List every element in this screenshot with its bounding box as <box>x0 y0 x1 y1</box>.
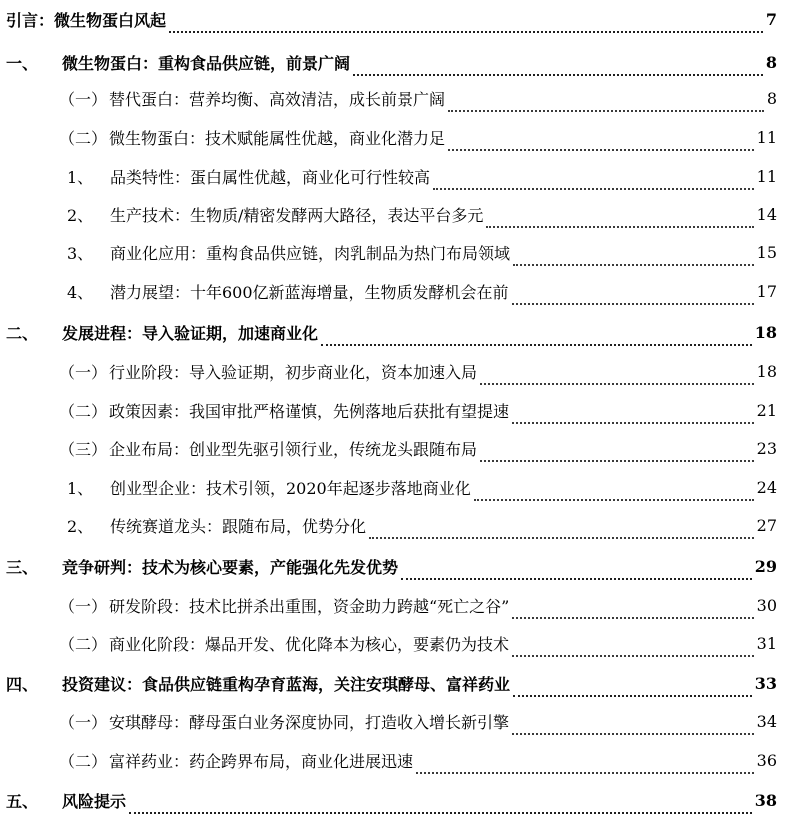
toc-entry-number: （一） <box>59 89 108 109</box>
toc-entry-title: 商业化应用：重构食品供应链，肉乳制品为热门布局领域 <box>110 243 511 263</box>
toc-entry-section-3[interactable] <box>0 552 791 580</box>
toc-entry-title: 企业布局：创业型先驱引领行业，传统龙头跟随布局 <box>109 439 478 459</box>
toc-entry-section-2[interactable] <box>0 318 791 346</box>
toc-entry-section-4-2[interactable] <box>0 746 791 774</box>
toc-entry-section-1-2[interactable] <box>0 123 791 151</box>
toc-entry-title: 潜力展望：十年600亿新蓝海增量，生物质发酵机会在前 <box>110 282 509 302</box>
toc-entry-number: （一） <box>59 596 108 616</box>
toc-entry-title: 投资建议：食品供应链重构孕育蓝海，关注安琪酵母、富祥药业 <box>62 674 511 694</box>
toc-entry-number: 一、 <box>6 53 39 73</box>
toc-entry-number: （二） <box>59 634 108 654</box>
toc-page-number: 11 <box>756 166 777 186</box>
toc-entry-section-1-2-3[interactable] <box>0 238 791 266</box>
toc-entry-label <box>67 241 510 264</box>
toc-entry-title: 品类特性：蛋白属性优越，商业化可行性较高 <box>110 167 431 187</box>
dot-leader <box>448 139 754 151</box>
toc-entry-label <box>59 437 477 460</box>
toc-entry-title: 政策因素：我国审批严格谨慎，先例落地后获批有望提速 <box>109 401 510 421</box>
toc-entry-title: 富祥药业：药企跨界布局，商业化进展迅速 <box>109 751 414 771</box>
toc-entry-section-2-3[interactable] <box>0 434 791 462</box>
toc-entry-title: 风险提示 <box>62 791 127 811</box>
dot-leader <box>512 645 754 657</box>
toc-entry-label <box>67 280 509 303</box>
toc-entry-label <box>6 8 166 31</box>
toc-entry-intro[interactable] <box>0 5 791 33</box>
toc-entry-label <box>6 555 398 578</box>
dot-leader <box>486 216 753 228</box>
toc-entry-number: 3、 <box>67 243 94 263</box>
toc-page-number: 34 <box>756 711 777 731</box>
toc-entry-label <box>67 476 471 499</box>
toc-entry-title: 微生物蛋白：技术赋能属性优越，商业化潜力足 <box>109 128 446 148</box>
toc-entry-label <box>59 399 509 422</box>
toc-page-number: 7 <box>765 9 777 29</box>
toc-entry-number: （三） <box>59 439 108 459</box>
toc-page-number: 8 <box>766 88 777 108</box>
toc-entry-title: 传统赛道龙头：跟随布局，优势分化 <box>110 516 367 536</box>
toc-entry-number: （一） <box>59 362 108 382</box>
toc-page-number: 36 <box>756 750 777 770</box>
dot-leader <box>480 450 754 462</box>
toc-entry-number: 1、 <box>67 167 94 187</box>
toc-page-number: 18 <box>756 361 777 381</box>
toc-entry-number: （二） <box>59 401 108 421</box>
toc-entry-section-2-3-2[interactable] <box>0 511 791 539</box>
dot-leader <box>416 762 754 774</box>
dot-leader <box>401 568 752 580</box>
toc-entry-number: （一） <box>59 712 108 732</box>
dot-leader <box>512 723 754 735</box>
toc-page-number: 11 <box>756 127 777 147</box>
toc-page-number: 15 <box>756 242 777 262</box>
toc-entry-label <box>59 710 509 733</box>
toc-entry-number: 二、 <box>6 323 39 343</box>
toc-entry-label <box>59 594 509 617</box>
toc-page-number: 33 <box>754 673 777 693</box>
toc-entry-section-4[interactable] <box>0 669 791 697</box>
toc-entry-title: 引言：微生物蛋白风起 <box>6 10 167 30</box>
toc-entry-section-1-2-2[interactable] <box>0 200 791 228</box>
toc-entry-section-1[interactable] <box>0 48 791 76</box>
toc-entry-label <box>59 360 477 383</box>
toc-entry-number: 4、 <box>67 282 94 302</box>
dot-leader <box>513 254 754 266</box>
toc-entry-number: 2、 <box>67 205 94 225</box>
dot-leader <box>448 100 764 112</box>
toc-entry-section-3-1[interactable] <box>0 591 791 619</box>
toc-entry-title: 安琪酵母：酵母蛋白业务深度协同，打造收入增长新引擎 <box>109 712 510 732</box>
toc-entry-section-2-1[interactable] <box>0 357 791 385</box>
toc-page-number: 23 <box>756 438 777 458</box>
toc-entry-number: 2、 <box>67 516 94 536</box>
dot-leader <box>321 334 752 346</box>
dot-leader <box>169 21 763 33</box>
dot-leader <box>512 412 754 424</box>
toc-page-number: 27 <box>756 515 777 535</box>
toc-page-number: 30 <box>756 595 777 615</box>
toc-page-number: 8 <box>765 52 777 72</box>
toc-entry-label <box>67 203 483 226</box>
dot-leader <box>369 527 754 539</box>
toc-entry-title: 微生物蛋白：重构食品供应链，前景广阔 <box>62 53 351 73</box>
toc-entry-section-1-1[interactable] <box>0 84 791 112</box>
dot-leader <box>129 802 752 814</box>
toc-entry-label <box>67 514 366 537</box>
dot-leader <box>353 64 763 76</box>
toc-entry-label <box>59 749 413 772</box>
toc-entry-label <box>6 789 126 812</box>
toc-entry-label <box>67 165 430 188</box>
dot-leader <box>512 607 753 619</box>
toc-entry-title: 竞争研判：技术为核心要素，产能强化先发优势 <box>62 557 399 577</box>
toc-entry-title: 商业化阶段：爆品开发、优化降本为核心，要素仍为技术 <box>109 634 510 654</box>
toc-page-number: 17 <box>756 281 777 301</box>
toc-entry-number: 五、 <box>6 791 39 811</box>
toc-entry-number: 三、 <box>6 557 39 577</box>
toc-page-number: 38 <box>754 790 777 810</box>
toc-page-number: 31 <box>756 633 777 653</box>
toc-entry-section-3-2[interactable] <box>0 629 791 657</box>
toc-entry-title: 发展进程：导入验证期，加速商业化 <box>62 323 319 343</box>
dot-leader <box>474 489 754 501</box>
dot-leader <box>512 293 754 305</box>
toc-entry-section-1-2-1[interactable] <box>0 162 791 190</box>
toc-page-number: 24 <box>756 477 777 497</box>
toc-entry-label <box>59 126 445 149</box>
toc-entry-section-1-2-4[interactable] <box>0 277 791 305</box>
toc-entry-label <box>59 87 445 110</box>
dot-leader <box>513 685 752 697</box>
toc-entry-label <box>6 51 350 74</box>
toc-entry-number: 四、 <box>6 674 39 694</box>
toc-entry-title: 创业型企业：技术引领，2020年起逐步落地商业化 <box>110 478 471 498</box>
toc-entry-number: 1、 <box>67 478 94 498</box>
toc-entry-label <box>6 672 510 695</box>
toc-entry-section-4-1[interactable] <box>0 707 791 735</box>
dot-leader <box>433 178 754 190</box>
toc-entry-section-2-3-1[interactable] <box>0 473 791 501</box>
toc-entry-number: （二） <box>59 128 108 148</box>
toc-entry-number: （二） <box>59 751 108 771</box>
toc-entry-title: 替代蛋白：营养均衡、高效清洁，成长前景广阔 <box>109 89 446 109</box>
toc-entry-section-2-2[interactable] <box>0 396 791 424</box>
toc-page-number: 21 <box>756 400 777 420</box>
toc-entry-title: 生产技术：生物质/精密发酵两大路径，表达平台多元 <box>110 205 484 225</box>
toc-entry-label <box>59 632 509 655</box>
toc-entry-title: 行业阶段：导入验证期，初步商业化，资本加速入局 <box>109 362 478 382</box>
toc-page-number: 14 <box>756 204 777 224</box>
toc-page-number: 18 <box>754 322 777 342</box>
toc-entry-title: 研发阶段：技术比拼杀出重围，资金助力跨越“死亡之谷” <box>109 596 510 616</box>
toc-entry-label <box>6 321 318 344</box>
toc-entry-section-5[interactable] <box>0 786 791 814</box>
toc-page-number: 29 <box>754 556 777 576</box>
dot-leader <box>480 373 754 385</box>
